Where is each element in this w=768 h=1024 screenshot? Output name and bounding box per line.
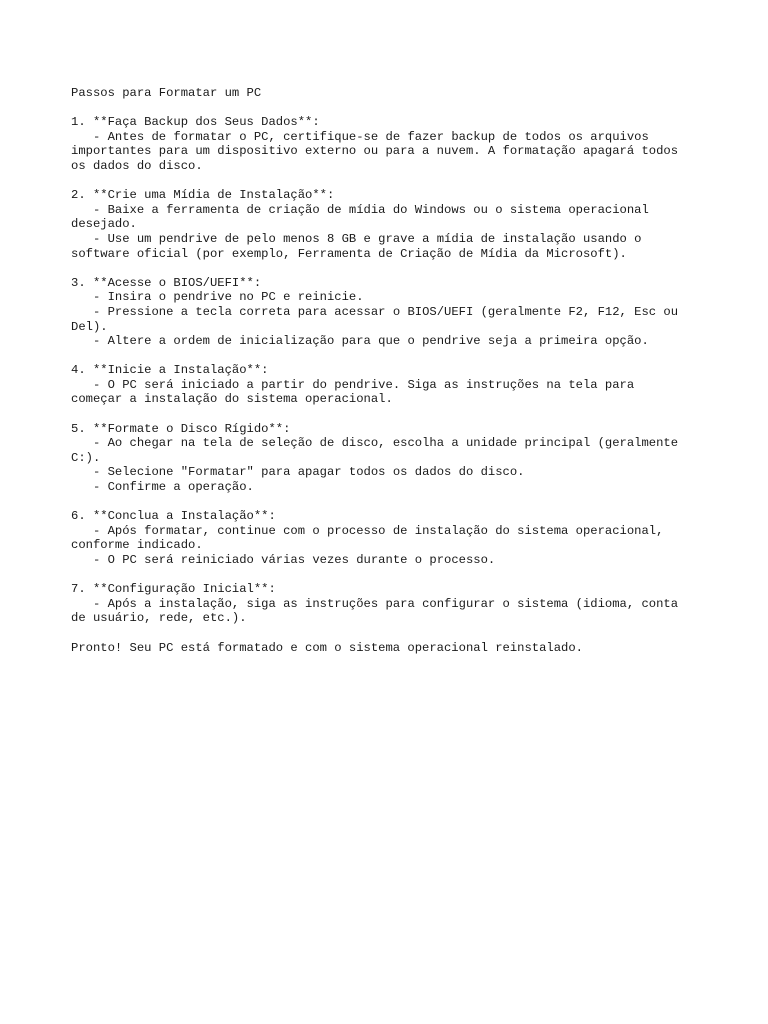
step-line: - Baixe a ferramenta de criação de mídia do Windows ou o sistema operacional desejado. — [71, 202, 649, 232]
step-7 — [71, 582, 701, 626]
step-line: - Insira o pendrive no PC e reinicie. — [71, 290, 364, 305]
step-line: - Confirme a operação. — [71, 480, 254, 495]
step-heading: 7. **Configuração Inicial**: — [71, 582, 276, 597]
document-page — [71, 86, 701, 655]
step-line: - Altere a ordem de inicialização para que o pendrive seja a primeira opção. — [71, 334, 649, 349]
step-heading: 1. **Faça Backup dos Seus Dados**: — [71, 115, 320, 130]
step-5 — [71, 422, 701, 495]
step-line: - Após formatar, continue com o processo de instalação do sistema operacional, conforme indicado. — [71, 523, 664, 553]
step-line: - Após a instalação, siga as instruções para configurar o sistema (idioma, conta de usuário, rede, etc.). — [71, 596, 679, 626]
step-heading: 5. **Formate o Disco Rígido**: — [71, 421, 291, 436]
step-line: - Selecione "Formatar" para apagar todos os dados do disco. — [71, 465, 525, 480]
step-2 — [71, 188, 701, 261]
step-6 — [71, 509, 701, 567]
step-heading: 4. **Inicie a Instalação**: — [71, 363, 269, 378]
step-line: - O PC será reiniciado várias vezes durante o processo. — [71, 553, 496, 567]
step-1 — [71, 115, 701, 173]
closing-text: Pronto! Seu PC está formatado e com o sistema operacional reinstalado. — [71, 640, 583, 655]
document-title: Passos para Formatar um PC — [71, 86, 262, 100]
step-line: - Use um pendrive de pelo menos 8 GB e grave a mídia de instalação usando o software oficial (por exemplo, Ferramenta de Criação de Mídia da Microsoft). — [71, 231, 642, 261]
step-3 — [71, 276, 701, 349]
step-heading: 6. **Conclua a Instalação**: — [71, 509, 276, 524]
step-line: - Antes de formatar o PC, certifique-se de fazer backup de todos os arquivos importantes para um dispositivo externo ou para a nuvem. A formatação apagará todos os dados do disco. — [71, 129, 679, 173]
step-heading: 2. **Crie uma Mídia de Instalação**: — [71, 188, 335, 203]
step-line: - Pressione a tecla correta para acessar o BIOS/UEFI (geralmente F2, F12, Esc ou Del). — [71, 304, 679, 334]
step-line: - Ao chegar na tela de seleção de disco, escolha a unidade principal (geralmente C:). — [71, 436, 679, 465]
step-4 — [71, 363, 701, 407]
step-line: - O PC será iniciado a partir do pendrive. Siga as instruções na tela para começar a instalação do sistema operacional. — [71, 377, 635, 407]
step-heading: 3. **Acesse o BIOS/UEFI**: — [71, 275, 262, 290]
